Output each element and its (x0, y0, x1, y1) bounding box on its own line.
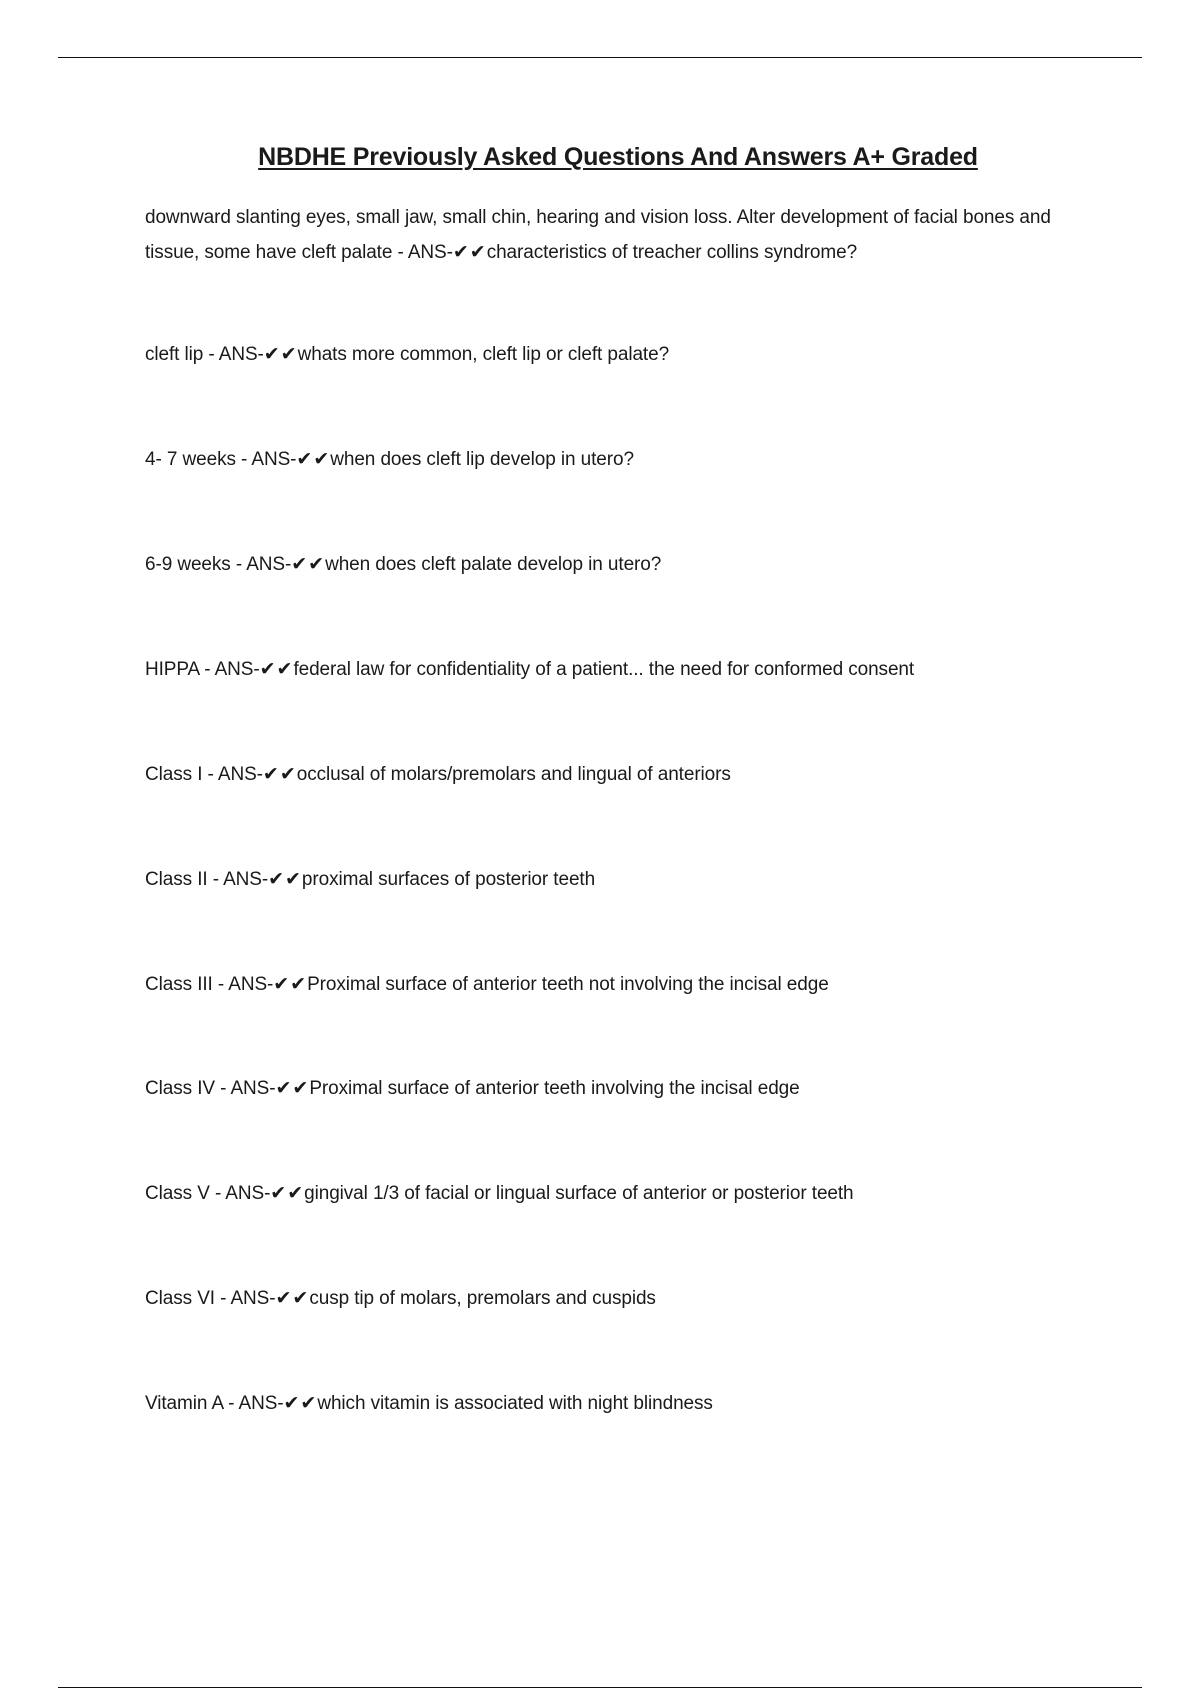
qa-question: occlusal of molars/premolars and lingual of anteriors (296, 764, 731, 785)
qa-entry (145, 1281, 1095, 1316)
qa-answer: Class III (145, 974, 213, 995)
document-title: NBDHE Previously Asked Questions And Answers A+ Graded (258, 143, 978, 171)
qa-entry (145, 652, 1095, 687)
qa-answer: Class IV (145, 1078, 215, 1099)
qa-entry (145, 1176, 1095, 1211)
double-check-icon: ✔✔ (275, 1288, 310, 1309)
qa-question: proximal surfaces of posterior teeth (301, 869, 596, 890)
double-check-icon: ✔✔ (263, 344, 298, 365)
double-check-icon: ✔✔ (296, 449, 331, 470)
footer-rule (58, 1687, 1142, 1688)
qa-question: federal law for confidentiality of a patient... the need for conformed consent (293, 659, 915, 680)
qa-separator: - ANS- (212, 974, 274, 995)
qa-question: characteristics of treacher collins syndrome? (486, 242, 858, 263)
qa-question: Proximal surface of anterior teeth not involving the incisal edge (307, 974, 829, 995)
qa-entry (145, 337, 1095, 372)
qa-answer: Class I (145, 764, 203, 785)
qa-entry (145, 757, 1095, 792)
qa-question: whats more common, cleft lip or cleft palate? (297, 344, 670, 365)
header-rule (58, 57, 1142, 58)
qa-answer: 6-9 weeks (145, 554, 231, 575)
qa-entry (145, 967, 1095, 1002)
qa-question: cusp tip of molars, premolars and cuspids (309, 1288, 656, 1309)
double-check-icon: ✔✔ (270, 1183, 305, 1204)
double-check-icon: ✔✔ (259, 659, 294, 680)
qa-answer: cleft lip (145, 344, 204, 365)
qa-entry (145, 1386, 1095, 1421)
qa-entry (145, 1071, 1095, 1106)
qa-answer: Class V (145, 1183, 210, 1204)
qa-answer: 4- 7 weeks (145, 449, 236, 470)
qa-separator: - ANS- (392, 242, 453, 263)
double-check-icon: ✔✔ (262, 764, 297, 785)
double-check-icon: ✔✔ (452, 242, 487, 263)
qa-separator: - ANS- (214, 1288, 276, 1309)
qa-separator: - ANS- (230, 554, 292, 575)
qa-question: when does cleft palate develop in utero? (325, 554, 662, 575)
double-check-icon: ✔✔ (275, 1078, 310, 1099)
qa-entry (145, 200, 1095, 270)
double-check-icon: ✔✔ (283, 1393, 318, 1414)
qa-question: which vitamin is associated with night blindness (317, 1393, 713, 1414)
qa-separator: - ANS- (235, 449, 297, 470)
qa-separator: - ANS- (214, 1078, 276, 1099)
qa-question: gingival 1/3 of facial or lingual surface of anterior or posterior teeth (304, 1183, 854, 1204)
qa-answer: Class II (145, 869, 208, 890)
qa-question: when does cleft lip develop in utero? (330, 449, 634, 470)
qa-separator: - ANS- (209, 1183, 271, 1204)
qa-separator: - ANS- (203, 344, 264, 365)
qa-answer: Vitamin A (145, 1393, 223, 1414)
qa-question: Proximal surface of anterior teeth involving the incisal edge (309, 1078, 800, 1099)
qa-separator: - ANS- (222, 1393, 284, 1414)
qa-entry (145, 862, 1095, 897)
qa-answer: HIPPA (145, 659, 200, 680)
double-check-icon: ✔✔ (291, 554, 326, 575)
qa-separator: - ANS- (202, 764, 263, 785)
qa-separator: - ANS- (199, 659, 260, 680)
double-check-icon: ✔✔ (268, 869, 302, 890)
qa-separator: - ANS- (207, 869, 269, 890)
qa-entry (145, 442, 1095, 477)
qa-entry (145, 547, 1095, 582)
qa-answer: Class VI (145, 1288, 215, 1309)
double-check-icon: ✔✔ (273, 974, 308, 995)
qa-answer: downward slanting eyes, small jaw, small chin, hearing and vision loss. Alter development of facial bones and tissue, some have cleft palate (145, 207, 1051, 263)
